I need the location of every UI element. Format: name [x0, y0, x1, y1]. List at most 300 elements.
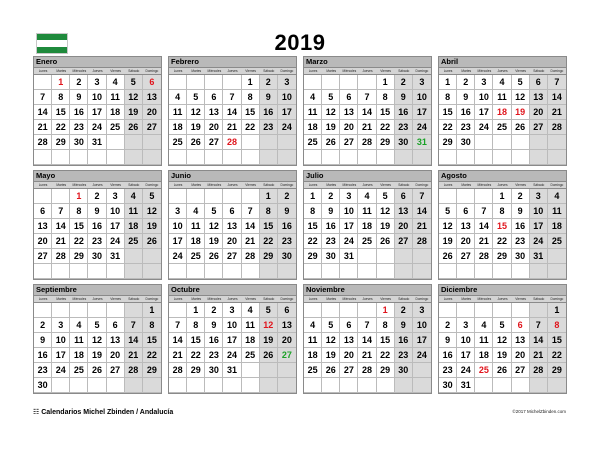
weekday-header [439, 295, 566, 303]
day-cell: 26 [205, 249, 223, 264]
day-cell: 9 [88, 204, 106, 219]
day-cell: 13 [340, 105, 358, 120]
day-cell: 17 [169, 234, 187, 249]
empty-day-cell [125, 135, 143, 150]
day-cell: 21 [34, 120, 52, 135]
day-cell: 20 [34, 234, 52, 249]
day-cell: 23 [395, 348, 413, 363]
day-cell: 23 [278, 234, 296, 249]
day-cell: 17 [530, 219, 548, 234]
weekday-label: Viernes [245, 183, 256, 187]
day-cell: 29 [493, 249, 511, 264]
weekday-label: Jueves [92, 183, 103, 187]
day-cell: 6 [530, 75, 548, 90]
month-diciembre [438, 284, 567, 394]
weekday-header [34, 181, 161, 189]
day-cell: 3 [475, 75, 493, 90]
day-cell: 4 [169, 90, 187, 105]
empty-day-cell [107, 303, 125, 318]
day-cell: 11 [358, 204, 376, 219]
empty-day-cell [512, 135, 530, 150]
empty-day-cell [413, 249, 431, 264]
day-cell: 29 [143, 363, 161, 378]
month-name: Agosto [439, 171, 566, 181]
month-abril [438, 56, 567, 166]
day-cell: 9 [395, 318, 413, 333]
day-cell: 13 [223, 219, 241, 234]
weekday-label: Domingo [415, 69, 429, 73]
empty-day-cell [187, 189, 205, 204]
day-cell: 17 [52, 348, 70, 363]
day-cell: 2 [322, 189, 340, 204]
empty-day-cell [439, 264, 457, 279]
empty-day-cell [512, 378, 530, 393]
day-cell: 27 [512, 363, 530, 378]
day-cell: 12 [439, 219, 457, 234]
day-cell: 24 [413, 348, 431, 363]
weekday-label: Sábado [398, 297, 410, 301]
day-cell: 17 [223, 333, 241, 348]
weekday-label: Jueves [497, 297, 508, 301]
day-grid [304, 189, 431, 279]
weekday-label: Sábado [533, 297, 545, 301]
day-cell: 22 [304, 234, 322, 249]
footer-credit [33, 408, 173, 416]
empty-day-cell [304, 378, 322, 393]
day-cell: 5 [493, 318, 511, 333]
weekday-label: Miércoles [72, 69, 87, 73]
empty-day-cell [340, 150, 358, 165]
weekday-header [169, 67, 296, 75]
empty-day-cell [278, 264, 296, 279]
day-cell: 24 [278, 120, 296, 135]
weekday-label: Lunes [38, 183, 48, 187]
day-cell: 16 [395, 333, 413, 348]
day-cell: 25 [304, 363, 322, 378]
day-cell: 27 [205, 135, 223, 150]
day-cell: 30 [395, 363, 413, 378]
day-cell: 28 [413, 234, 431, 249]
month-noviembre [303, 284, 432, 394]
weekday-label: Lunes [443, 69, 453, 73]
day-cell: 18 [125, 219, 143, 234]
day-cell: 6 [34, 204, 52, 219]
weekday-label: Viernes [245, 297, 256, 301]
day-cell: 22 [70, 234, 88, 249]
day-cell: 6 [340, 318, 358, 333]
weekday-label: Jueves [362, 69, 373, 73]
day-cell: 12 [187, 105, 205, 120]
empty-day-cell [143, 264, 161, 279]
day-cell: 22 [242, 120, 260, 135]
day-cell: 1 [304, 189, 322, 204]
day-cell: 19 [322, 348, 340, 363]
day-grid [34, 189, 161, 279]
day-cell: 20 [395, 219, 413, 234]
weekday-label: Sábado [533, 69, 545, 73]
weekday-label: Viernes [380, 183, 391, 187]
day-cell: 11 [107, 90, 125, 105]
empty-day-cell [88, 378, 106, 393]
day-cell: 21 [475, 234, 493, 249]
day-cell: 27 [278, 348, 296, 363]
day-cell: 28 [169, 363, 187, 378]
day-cell: 6 [457, 204, 475, 219]
empty-day-cell [107, 150, 125, 165]
day-cell: 26 [88, 363, 106, 378]
month-agosto [438, 170, 567, 280]
day-cell: 8 [493, 204, 511, 219]
empty-day-cell [52, 150, 70, 165]
empty-day-cell [34, 303, 52, 318]
day-cell: 8 [70, 204, 88, 219]
day-cell: 23 [512, 234, 530, 249]
day-cell: 1 [260, 189, 278, 204]
weekday-label: Lunes [173, 69, 183, 73]
day-cell: 27 [143, 120, 161, 135]
empty-day-cell [169, 150, 187, 165]
day-cell: 5 [205, 204, 223, 219]
day-cell: 10 [340, 204, 358, 219]
weekday-label: Miércoles [477, 183, 492, 187]
day-cell: 21 [548, 105, 566, 120]
day-cell: 1 [439, 75, 457, 90]
empty-day-cell [242, 363, 260, 378]
day-cell: 18 [358, 219, 376, 234]
day-grid [304, 303, 431, 393]
day-cell: 28 [475, 249, 493, 264]
day-cell: 24 [530, 234, 548, 249]
empty-day-cell [395, 249, 413, 264]
empty-day-cell [358, 378, 376, 393]
empty-day-cell [143, 249, 161, 264]
month-name: Abril [439, 57, 566, 67]
day-cell: 23 [205, 348, 223, 363]
day-cell: 10 [475, 90, 493, 105]
day-cell: 25 [187, 249, 205, 264]
empty-day-cell [377, 249, 395, 264]
day-cell: 12 [205, 219, 223, 234]
day-cell: 18 [548, 219, 566, 234]
empty-day-cell [322, 303, 340, 318]
empty-day-cell [395, 150, 413, 165]
weekday-header [34, 67, 161, 75]
day-cell: 29 [548, 363, 566, 378]
day-cell: 5 [125, 75, 143, 90]
empty-day-cell [395, 264, 413, 279]
month-name: Septiembre [34, 285, 161, 295]
weekday-label: Jueves [92, 297, 103, 301]
empty-day-cell [493, 303, 511, 318]
day-cell: 5 [187, 90, 205, 105]
day-cell: 24 [475, 120, 493, 135]
weekday-label: Domingo [145, 297, 159, 301]
weekday-label: Sábado [128, 69, 140, 73]
day-grid [34, 303, 161, 393]
empty-day-cell [125, 150, 143, 165]
empty-day-cell [530, 135, 548, 150]
empty-day-cell [242, 264, 260, 279]
day-cell: 26 [125, 120, 143, 135]
footer-copyright: ©2017 MichelZbinden.com [512, 409, 566, 414]
weekday-label: Lunes [38, 69, 48, 73]
day-cell: 16 [457, 105, 475, 120]
day-cell: 9 [512, 204, 530, 219]
empty-day-cell [413, 150, 431, 165]
day-cell: 3 [457, 318, 475, 333]
weekday-label: Miércoles [477, 69, 492, 73]
day-cell: 30 [439, 378, 457, 393]
andalusia-flag [36, 33, 68, 54]
day-cell: 20 [457, 234, 475, 249]
empty-day-cell [512, 264, 530, 279]
weekday-label: Miércoles [207, 69, 222, 73]
day-cell: 30 [34, 378, 52, 393]
empty-day-cell [512, 303, 530, 318]
day-cell: 23 [34, 363, 52, 378]
day-cell: 7 [548, 75, 566, 90]
empty-day-cell [530, 303, 548, 318]
day-cell: 7 [530, 318, 548, 333]
day-cell: 15 [143, 333, 161, 348]
day-cell: 27 [457, 249, 475, 264]
day-cell: 13 [278, 318, 296, 333]
empty-day-cell [223, 378, 241, 393]
empty-day-cell [304, 264, 322, 279]
empty-day-cell [512, 150, 530, 165]
day-cell: 13 [395, 204, 413, 219]
day-cell: 16 [88, 219, 106, 234]
day-cell: 7 [169, 318, 187, 333]
day-cell: 6 [223, 204, 241, 219]
empty-day-cell [457, 303, 475, 318]
footer-credit-text: Calendarios Michel Zbinden / Andalucía [41, 409, 174, 416]
day-cell: 26 [187, 135, 205, 150]
empty-day-cell [88, 303, 106, 318]
day-cell: 18 [493, 105, 511, 120]
day-cell: 14 [358, 105, 376, 120]
day-cell: 6 [107, 318, 125, 333]
weekday-header [304, 181, 431, 189]
day-cell: 1 [143, 303, 161, 318]
day-cell: 24 [340, 234, 358, 249]
day-cell: 11 [70, 333, 88, 348]
day-cell: 19 [125, 105, 143, 120]
weekday-label: Sábado [128, 183, 140, 187]
day-cell: 8 [187, 318, 205, 333]
day-cell: 30 [278, 249, 296, 264]
day-cell: 25 [475, 363, 493, 378]
month-name: Marzo [304, 57, 431, 67]
day-cell: 14 [358, 333, 376, 348]
day-cell: 4 [187, 204, 205, 219]
day-cell: 12 [125, 90, 143, 105]
day-cell: 6 [278, 303, 296, 318]
weekday-label: Jueves [497, 69, 508, 73]
weekday-label: Domingo [415, 183, 429, 187]
empty-day-cell [439, 189, 457, 204]
day-cell: 25 [242, 348, 260, 363]
day-cell: 10 [223, 318, 241, 333]
day-cell: 3 [88, 75, 106, 90]
weekday-header [304, 67, 431, 75]
day-cell: 11 [493, 90, 511, 105]
empty-day-cell [260, 264, 278, 279]
weekday-label: Domingo [415, 297, 429, 301]
day-cell: 19 [260, 333, 278, 348]
day-cell: 30 [322, 249, 340, 264]
day-cell: 15 [377, 333, 395, 348]
empty-day-cell [205, 75, 223, 90]
month-octubre [168, 284, 297, 394]
day-cell: 29 [304, 249, 322, 264]
day-cell: 29 [70, 249, 88, 264]
empty-day-cell [548, 249, 566, 264]
day-cell: 16 [70, 105, 88, 120]
day-cell: 12 [377, 204, 395, 219]
day-cell: 6 [205, 90, 223, 105]
empty-day-cell [34, 150, 52, 165]
empty-day-cell [52, 303, 70, 318]
day-cell: 17 [457, 348, 475, 363]
empty-day-cell [358, 75, 376, 90]
day-cell: 25 [169, 135, 187, 150]
weekday-label: Viernes [110, 297, 121, 301]
day-cell: 20 [205, 120, 223, 135]
empty-day-cell [223, 75, 241, 90]
day-cell: 14 [475, 219, 493, 234]
day-cell: 19 [205, 234, 223, 249]
day-cell: 27 [340, 135, 358, 150]
day-cell: 19 [322, 120, 340, 135]
day-cell: 3 [278, 75, 296, 90]
empty-day-cell [205, 264, 223, 279]
day-cell: 7 [34, 90, 52, 105]
calendar-logo-icon: ☷ [33, 409, 42, 416]
day-cell: 24 [88, 120, 106, 135]
day-cell: 28 [530, 363, 548, 378]
empty-day-cell [358, 249, 376, 264]
month-septiembre [33, 284, 162, 394]
day-grid [439, 75, 566, 165]
empty-day-cell [125, 303, 143, 318]
day-cell: 11 [475, 333, 493, 348]
day-cell: 21 [242, 234, 260, 249]
weekday-label: Miércoles [342, 183, 357, 187]
day-cell: 14 [530, 333, 548, 348]
empty-day-cell [413, 363, 431, 378]
weekday-label: Lunes [443, 183, 453, 187]
weekday-label: Martes [191, 183, 202, 187]
empty-day-cell [395, 378, 413, 393]
day-cell: 21 [358, 120, 376, 135]
day-cell: 19 [512, 105, 530, 120]
day-cell: 20 [340, 120, 358, 135]
empty-day-cell [322, 75, 340, 90]
day-cell: 1 [187, 303, 205, 318]
day-cell: 18 [242, 333, 260, 348]
day-cell: 4 [475, 318, 493, 333]
weekday-header [169, 295, 296, 303]
day-cell: 13 [143, 90, 161, 105]
empty-day-cell [358, 303, 376, 318]
day-cell: 19 [143, 219, 161, 234]
weekday-label: Jueves [227, 69, 238, 73]
weekday-label: Miércoles [207, 183, 222, 187]
weekday-label: Domingo [280, 69, 294, 73]
empty-day-cell [457, 189, 475, 204]
weekday-header [304, 295, 431, 303]
weekday-header [34, 295, 161, 303]
weekday-label: Domingo [145, 69, 159, 73]
empty-day-cell [493, 135, 511, 150]
empty-day-cell [107, 135, 125, 150]
day-cell: 3 [169, 204, 187, 219]
weekday-label: Jueves [227, 297, 238, 301]
day-cell: 31 [530, 249, 548, 264]
empty-day-cell [107, 264, 125, 279]
day-cell: 4 [70, 318, 88, 333]
day-cell: 17 [107, 219, 125, 234]
day-cell: 7 [358, 318, 376, 333]
empty-day-cell [143, 378, 161, 393]
day-cell: 19 [439, 234, 457, 249]
day-cell: 20 [340, 348, 358, 363]
day-cell: 17 [413, 333, 431, 348]
day-cell: 15 [439, 105, 457, 120]
day-cell: 2 [70, 75, 88, 90]
empty-day-cell [70, 303, 88, 318]
day-cell: 23 [88, 234, 106, 249]
day-cell: 4 [548, 189, 566, 204]
empty-day-cell [475, 189, 493, 204]
empty-day-cell [278, 378, 296, 393]
weekday-label: Sábado [263, 297, 275, 301]
day-cell: 9 [457, 90, 475, 105]
empty-day-cell [377, 264, 395, 279]
day-cell: 24 [52, 363, 70, 378]
day-cell: 25 [548, 234, 566, 249]
weekday-label: Domingo [145, 183, 159, 187]
empty-day-cell [187, 75, 205, 90]
day-cell: 23 [322, 234, 340, 249]
empty-day-cell [70, 150, 88, 165]
month-marzo [303, 56, 432, 166]
weekday-label: Martes [56, 297, 67, 301]
day-cell: 24 [413, 120, 431, 135]
empty-day-cell [530, 150, 548, 165]
day-grid [169, 75, 296, 165]
empty-day-cell [223, 264, 241, 279]
day-cell: 26 [439, 249, 457, 264]
month-febrero [168, 56, 297, 166]
empty-day-cell [358, 150, 376, 165]
weekday-label: Martes [191, 297, 202, 301]
day-cell: 28 [358, 135, 376, 150]
calendar-year-title: 2019 [274, 30, 326, 55]
day-cell: 12 [322, 105, 340, 120]
day-cell: 16 [34, 348, 52, 363]
empty-day-cell [457, 150, 475, 165]
day-cell: 1 [377, 303, 395, 318]
day-cell: 17 [340, 219, 358, 234]
day-cell: 26 [260, 348, 278, 363]
day-cell: 2 [457, 75, 475, 90]
day-cell: 7 [52, 204, 70, 219]
day-cell: 15 [187, 333, 205, 348]
day-cell: 12 [88, 333, 106, 348]
day-cell: 7 [242, 204, 260, 219]
